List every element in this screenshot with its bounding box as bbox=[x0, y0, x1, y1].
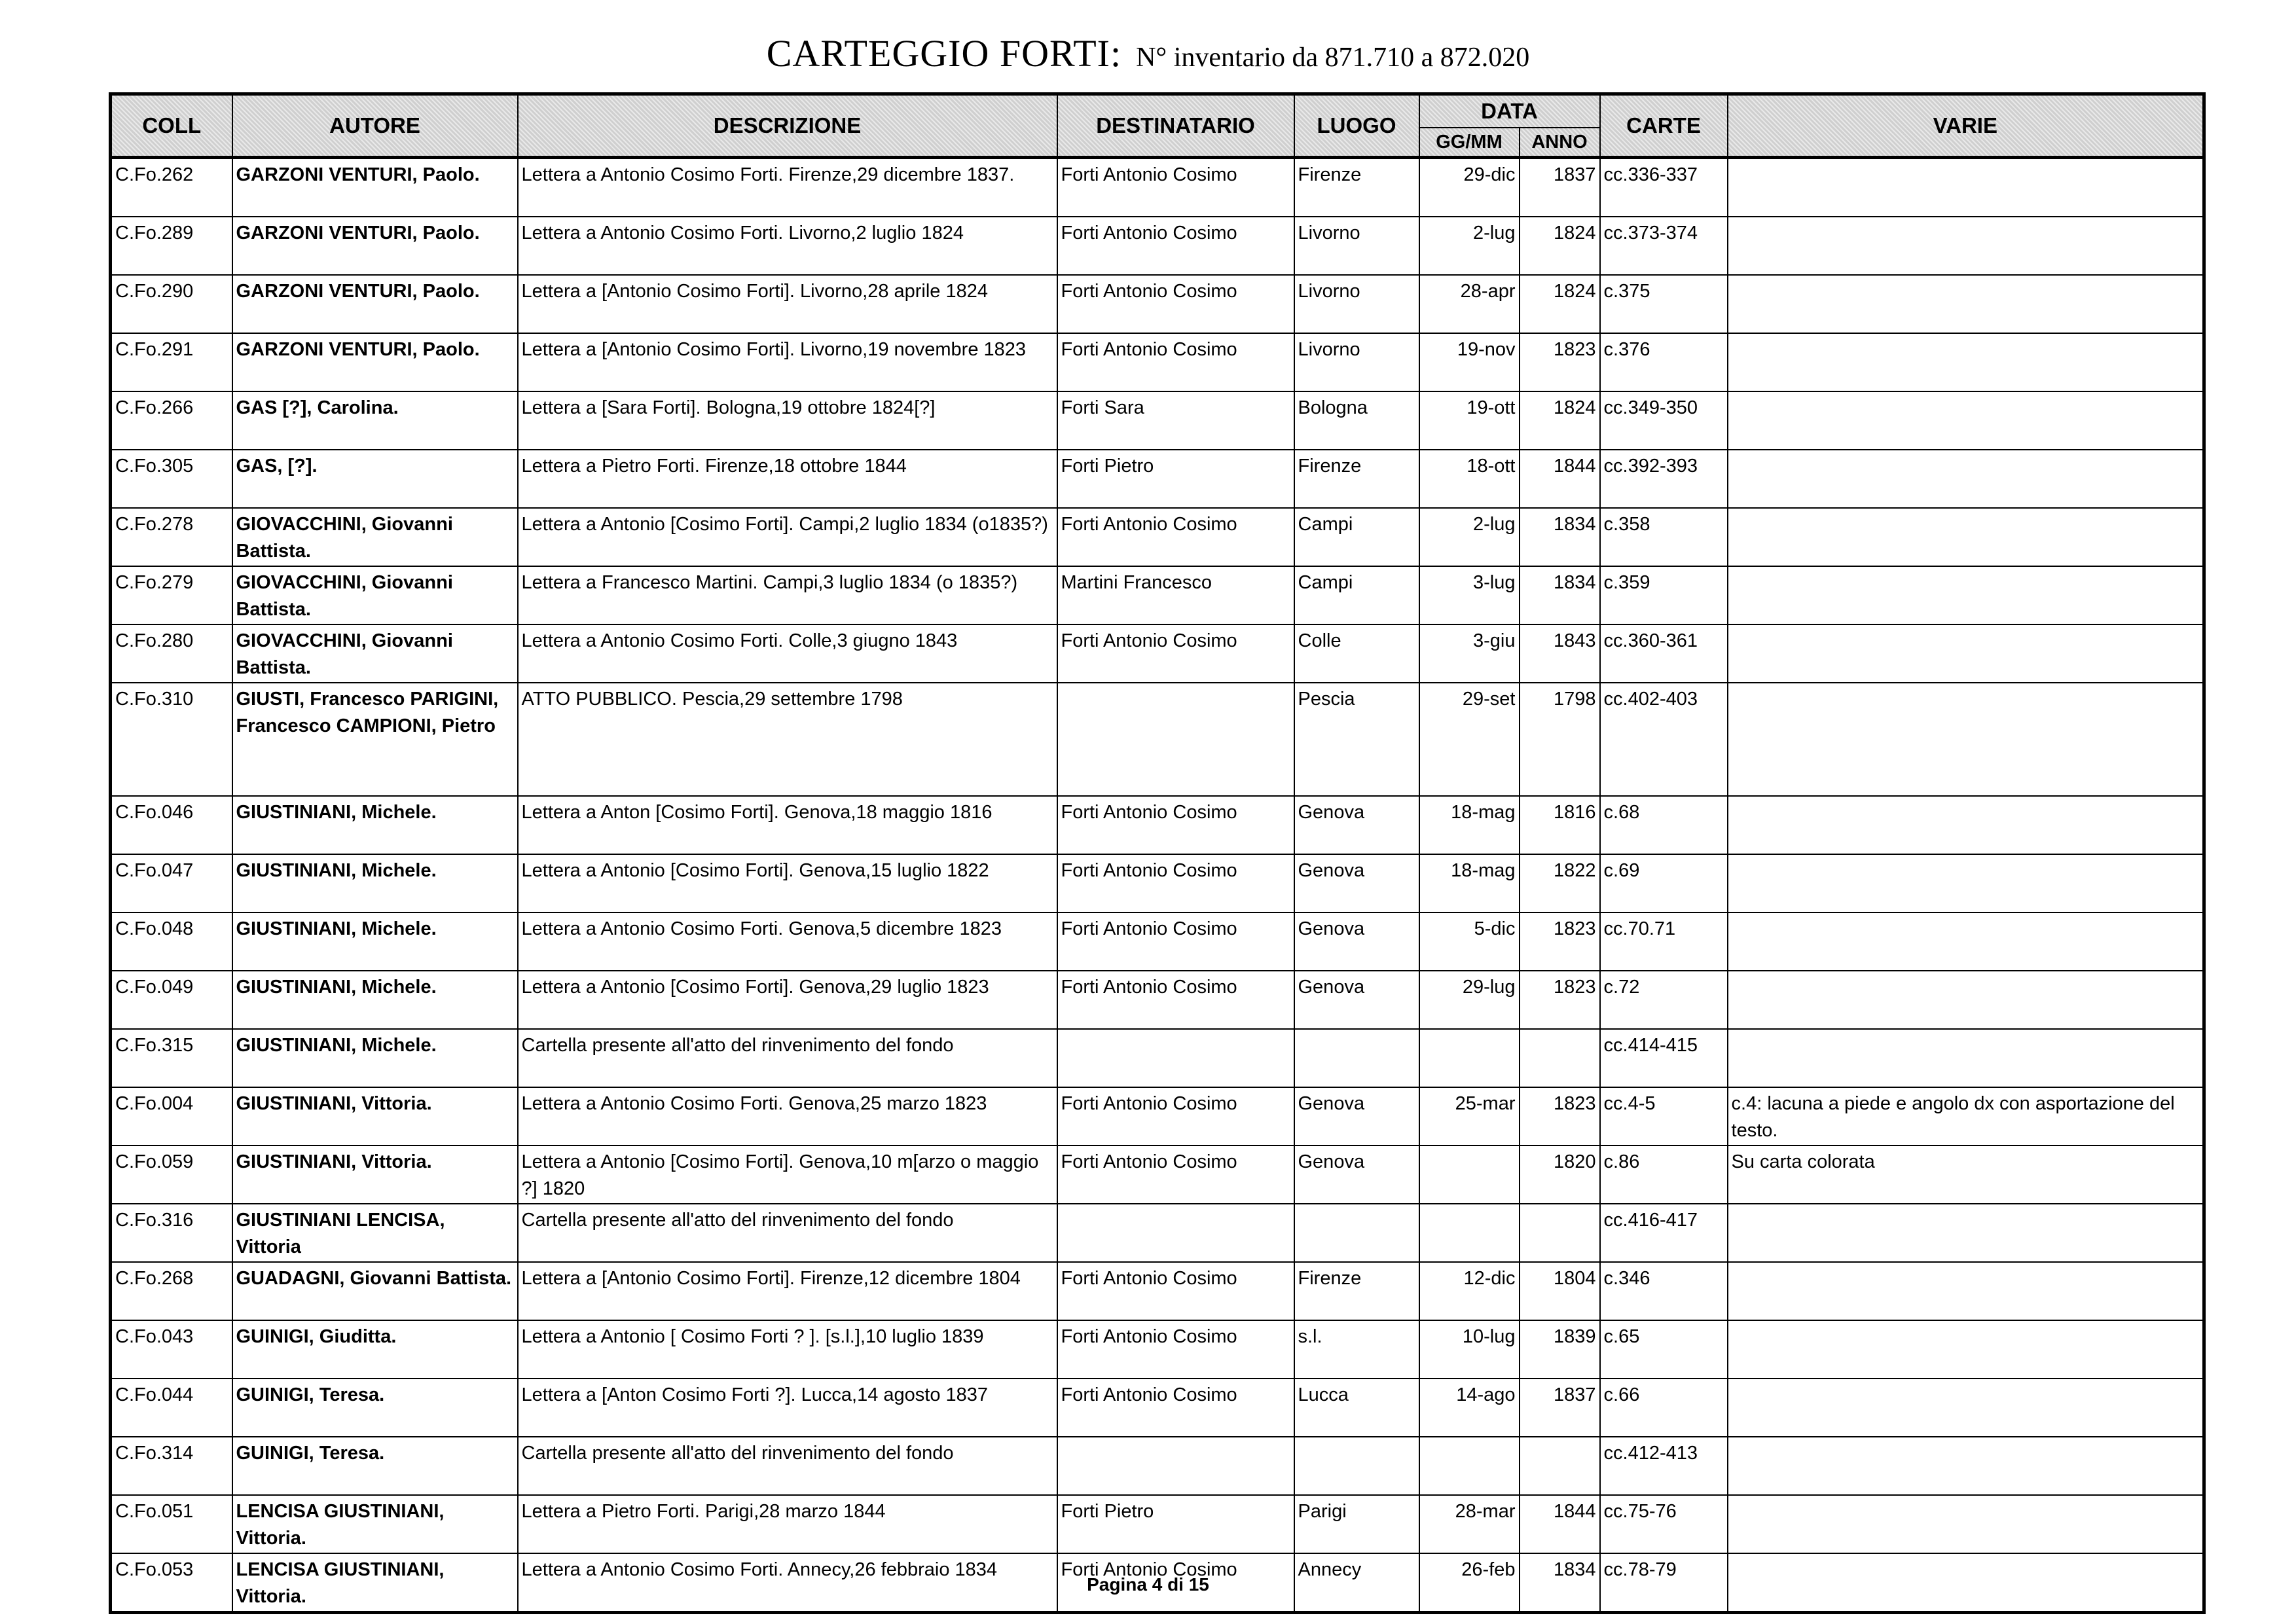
cell-descrizione: Lettera a [Antonio Cosimo Forti]. Livorno,28 aprile 1824 bbox=[518, 275, 1057, 333]
cell-anno: 1843 bbox=[1520, 624, 1600, 683]
cell-luogo: Firenze bbox=[1294, 450, 1419, 508]
cell-luogo: Livorno bbox=[1294, 217, 1419, 275]
cell-coll: C.Fo.053 bbox=[111, 1553, 232, 1613]
cell-autore: LENCISA GIUSTINIANI, Vittoria. bbox=[232, 1553, 518, 1613]
cell-luogo: Bologna bbox=[1294, 391, 1419, 450]
cell-varie bbox=[1728, 508, 2204, 566]
cell-luogo: Genova bbox=[1294, 1087, 1419, 1146]
cell-descrizione: Cartella presente all'atto del rinvenimento del fondo bbox=[518, 1204, 1057, 1262]
cell-carte: cc.414-415 bbox=[1600, 1029, 1728, 1087]
cell-carte: cc.75-76 bbox=[1600, 1495, 1728, 1553]
table-row bbox=[111, 566, 2204, 624]
cell-ggmm: 19-ott bbox=[1419, 391, 1520, 450]
cell-coll: C.Fo.314 bbox=[111, 1437, 232, 1495]
cell-descrizione: Lettera a Antonio [Cosimo Forti]. Genova,29 luglio 1823 bbox=[518, 971, 1057, 1029]
cell-coll: C.Fo.043 bbox=[111, 1320, 232, 1379]
cell-varie bbox=[1728, 971, 2204, 1029]
page-title bbox=[0, 31, 2296, 90]
cell-descrizione: Lettera a Pietro Forti. Parigi,28 marzo 1844 bbox=[518, 1495, 1057, 1553]
cell-anno: 1804 bbox=[1520, 1262, 1600, 1320]
table-body bbox=[111, 158, 2204, 1613]
cell-varie bbox=[1728, 450, 2204, 508]
cell-coll: C.Fo.268 bbox=[111, 1262, 232, 1320]
cell-descrizione: Lettera a Antonio Cosimo Forti. Genova,5 dicembre 1823 bbox=[518, 912, 1057, 971]
cell-autore: GARZONI VENTURI, Paolo. bbox=[232, 333, 518, 391]
cell-carte: cc.336-337 bbox=[1600, 158, 1728, 217]
cell-anno: 1824 bbox=[1520, 391, 1600, 450]
cell-carte: c.358 bbox=[1600, 508, 1728, 566]
cell-ggmm bbox=[1419, 1029, 1520, 1087]
cell-carte: cc.392-393 bbox=[1600, 450, 1728, 508]
cell-luogo bbox=[1294, 1437, 1419, 1495]
cell-anno: 1834 bbox=[1520, 566, 1600, 624]
cell-anno: 1823 bbox=[1520, 1087, 1600, 1146]
table-row bbox=[111, 391, 2204, 450]
cell-luogo: Pescia bbox=[1294, 683, 1419, 796]
cell-luogo: Genova bbox=[1294, 971, 1419, 1029]
cell-autore: GIUSTINIANI, Michele. bbox=[232, 796, 518, 854]
inventory-range: N° inventario da 871.710 a 872.020 bbox=[1136, 43, 1530, 73]
column-header-descrizione: DESCRIZIONE bbox=[518, 94, 1057, 158]
column-header-luogo: LUOGO bbox=[1294, 94, 1419, 158]
cell-destinatario: Forti Sara bbox=[1057, 391, 1294, 450]
cell-destinatario: Forti Antonio Cosimo bbox=[1057, 508, 1294, 566]
cell-carte: c.68 bbox=[1600, 796, 1728, 854]
cell-varie bbox=[1728, 1320, 2204, 1379]
cell-ggmm: 29-lug bbox=[1419, 971, 1520, 1029]
cell-coll: C.Fo.279 bbox=[111, 566, 232, 624]
cell-destinatario: Forti Antonio Cosimo bbox=[1057, 796, 1294, 854]
cell-descrizione: Lettera a Antonio [Cosimo Forti]. Genova,15 luglio 1822 bbox=[518, 854, 1057, 912]
cell-carte: c.69 bbox=[1600, 854, 1728, 912]
cell-descrizione: Lettera a Francesco Martini. Campi,3 luglio 1834 (o 1835?) bbox=[518, 566, 1057, 624]
cell-destinatario: Forti Pietro bbox=[1057, 450, 1294, 508]
cell-ggmm bbox=[1419, 1204, 1520, 1262]
cell-carte: c.72 bbox=[1600, 971, 1728, 1029]
cell-ggmm: 18-ott bbox=[1419, 450, 1520, 508]
cell-carte: cc.78-79 bbox=[1600, 1553, 1728, 1613]
cell-varie bbox=[1728, 1437, 2204, 1495]
cell-descrizione: Lettera a [Sara Forti]. Bologna,19 ottobre 1824[?] bbox=[518, 391, 1057, 450]
cell-coll: C.Fo.316 bbox=[111, 1204, 232, 1262]
table-row bbox=[111, 275, 2204, 333]
cell-autore: GAS [?], Carolina. bbox=[232, 391, 518, 450]
column-header-data: DATA bbox=[1419, 94, 1600, 128]
cell-descrizione: Lettera a [Antonio Cosimo Forti]. Firenze,12 dicembre 1804 bbox=[518, 1262, 1057, 1320]
table-row bbox=[111, 624, 2204, 683]
cell-descrizione: Lettera a Antonio [Cosimo Forti]. Genova,10 m[arzo o maggio ?] 1820 bbox=[518, 1146, 1057, 1204]
cell-destinatario: Forti Antonio Cosimo bbox=[1057, 1379, 1294, 1437]
cell-varie bbox=[1728, 1495, 2204, 1553]
table-row bbox=[111, 508, 2204, 566]
cell-varie bbox=[1728, 217, 2204, 275]
cell-destinatario: Forti Antonio Cosimo bbox=[1057, 1262, 1294, 1320]
table-row bbox=[111, 854, 2204, 912]
cell-carte: c.86 bbox=[1600, 1146, 1728, 1204]
cell-autore: GIOVACCHINI, Giovanni Battista. bbox=[232, 624, 518, 683]
cell-ggmm: 19-nov bbox=[1419, 333, 1520, 391]
cell-destinatario: Forti Antonio Cosimo bbox=[1057, 217, 1294, 275]
cell-autore: GARZONI VENTURI, Paolo. bbox=[232, 217, 518, 275]
cell-anno: 1823 bbox=[1520, 971, 1600, 1029]
cell-luogo: Annecy bbox=[1294, 1553, 1419, 1613]
cell-autore: GIUSTINIANI, Michele. bbox=[232, 854, 518, 912]
cell-varie bbox=[1728, 566, 2204, 624]
cell-luogo: Campi bbox=[1294, 566, 1419, 624]
table-row bbox=[111, 1379, 2204, 1437]
cell-autore: GIUSTINIANI, Michele. bbox=[232, 1029, 518, 1087]
cell-varie: c.4: lacuna a piede e angolo dx con asportazione del testo. bbox=[1728, 1087, 2204, 1146]
table-row bbox=[111, 1437, 2204, 1495]
cell-carte: cc.412-413 bbox=[1600, 1437, 1728, 1495]
cell-coll: C.Fo.059 bbox=[111, 1146, 232, 1204]
cell-carte: c.65 bbox=[1600, 1320, 1728, 1379]
cell-carte: c.359 bbox=[1600, 566, 1728, 624]
cell-anno bbox=[1520, 1204, 1600, 1262]
cell-coll: C.Fo.278 bbox=[111, 508, 232, 566]
cell-coll: C.Fo.291 bbox=[111, 333, 232, 391]
cell-autore: GARZONI VENTURI, Paolo. bbox=[232, 158, 518, 217]
cell-luogo: Parigi bbox=[1294, 1495, 1419, 1553]
cell-destinatario: Forti Antonio Cosimo bbox=[1057, 1320, 1294, 1379]
cell-luogo: Livorno bbox=[1294, 333, 1419, 391]
cell-autore: GIUSTINIANI, Michele. bbox=[232, 912, 518, 971]
cell-autore: GUINIGI, Giuditta. bbox=[232, 1320, 518, 1379]
cell-destinatario bbox=[1057, 1204, 1294, 1262]
cell-varie bbox=[1728, 1204, 2204, 1262]
cell-autore: GUINIGI, Teresa. bbox=[232, 1379, 518, 1437]
column-header-varie: VARIE bbox=[1728, 94, 2204, 158]
cell-carte: c.376 bbox=[1600, 333, 1728, 391]
cell-carte: cc.70.71 bbox=[1600, 912, 1728, 971]
cell-anno: 1822 bbox=[1520, 854, 1600, 912]
cell-coll: C.Fo.315 bbox=[111, 1029, 232, 1087]
cell-destinatario: Forti Antonio Cosimo bbox=[1057, 1087, 1294, 1146]
cell-anno bbox=[1520, 1029, 1600, 1087]
cell-coll: C.Fo.044 bbox=[111, 1379, 232, 1437]
cell-coll: C.Fo.289 bbox=[111, 217, 232, 275]
cell-coll: C.Fo.004 bbox=[111, 1087, 232, 1146]
cell-anno: 1823 bbox=[1520, 333, 1600, 391]
cell-autore: GIUSTINIANI LENCISA, Vittoria bbox=[232, 1204, 518, 1262]
cell-ggmm: 2-lug bbox=[1419, 217, 1520, 275]
cell-descrizione: Lettera a Antonio [ Cosimo Forti ? ]. [s.l.],10 luglio 1839 bbox=[518, 1320, 1057, 1379]
table-row bbox=[111, 1204, 2204, 1262]
cell-destinatario bbox=[1057, 683, 1294, 796]
table-row bbox=[111, 217, 2204, 275]
cell-coll: C.Fo.046 bbox=[111, 796, 232, 854]
cell-ggmm: 3-giu bbox=[1419, 624, 1520, 683]
cell-autore: GIUSTINIANI, Michele. bbox=[232, 971, 518, 1029]
cell-varie bbox=[1728, 1262, 2204, 1320]
cell-carte: cc.4-5 bbox=[1600, 1087, 1728, 1146]
cell-anno: 1820 bbox=[1520, 1146, 1600, 1204]
table-row bbox=[111, 683, 2204, 796]
cell-autore: GAS, [?]. bbox=[232, 450, 518, 508]
cell-luogo: Genova bbox=[1294, 1146, 1419, 1204]
cell-destinatario: Martini Francesco bbox=[1057, 566, 1294, 624]
column-header-destinatario: DESTINATARIO bbox=[1057, 94, 1294, 158]
cell-descrizione: Lettera a Antonio Cosimo Forti. Genova,25 marzo 1823 bbox=[518, 1087, 1057, 1146]
cell-descrizione: Lettera a Antonio Cosimo Forti. Colle,3 giugno 1843 bbox=[518, 624, 1057, 683]
cell-ggmm: 18-mag bbox=[1419, 854, 1520, 912]
cell-varie bbox=[1728, 1029, 2204, 1087]
cell-destinatario: Forti Antonio Cosimo bbox=[1057, 854, 1294, 912]
cell-anno: 1834 bbox=[1520, 1553, 1600, 1613]
cell-varie bbox=[1728, 854, 2204, 912]
cell-carte: cc.360-361 bbox=[1600, 624, 1728, 683]
cell-varie bbox=[1728, 333, 2204, 391]
cell-autore: LENCISA GIUSTINIANI, Vittoria. bbox=[232, 1495, 518, 1553]
cell-ggmm: 28-mar bbox=[1419, 1495, 1520, 1553]
cell-varie bbox=[1728, 912, 2204, 971]
table-row bbox=[111, 333, 2204, 391]
cell-coll: C.Fo.310 bbox=[111, 683, 232, 796]
cell-varie bbox=[1728, 624, 2204, 683]
cell-carte: c.375 bbox=[1600, 275, 1728, 333]
cell-luogo: Genova bbox=[1294, 854, 1419, 912]
column-header-anno: ANNO bbox=[1520, 128, 1600, 158]
cell-varie bbox=[1728, 391, 2204, 450]
cell-coll: C.Fo.290 bbox=[111, 275, 232, 333]
cell-varie bbox=[1728, 158, 2204, 217]
cell-ggmm: 18-mag bbox=[1419, 796, 1520, 854]
cell-destinatario: Forti Antonio Cosimo bbox=[1057, 912, 1294, 971]
cell-varie: Su carta colorata bbox=[1728, 1146, 2204, 1204]
table-row bbox=[111, 796, 2204, 854]
table-row bbox=[111, 1262, 2204, 1320]
cell-destinatario bbox=[1057, 1437, 1294, 1495]
table-row bbox=[111, 1029, 2204, 1087]
cell-descrizione: Lettera a Antonio Cosimo Forti. Firenze,29 dicembre 1837. bbox=[518, 158, 1057, 217]
cell-coll: C.Fo.280 bbox=[111, 624, 232, 683]
cell-coll: C.Fo.266 bbox=[111, 391, 232, 450]
cell-autore: GIOVACCHINI, Giovanni Battista. bbox=[232, 566, 518, 624]
cell-ggmm: 10-lug bbox=[1419, 1320, 1520, 1379]
cell-carte: cc.373-374 bbox=[1600, 217, 1728, 275]
table-row bbox=[111, 1087, 2204, 1146]
cell-carte: c.346 bbox=[1600, 1262, 1728, 1320]
cell-ggmm: 2-lug bbox=[1419, 508, 1520, 566]
cell-luogo bbox=[1294, 1204, 1419, 1262]
cell-anno: 1823 bbox=[1520, 912, 1600, 971]
cell-ggmm: 29-dic bbox=[1419, 158, 1520, 217]
cell-varie bbox=[1728, 275, 2204, 333]
column-header-coll: COLL bbox=[111, 94, 232, 158]
cell-descrizione: Lettera a Anton [Cosimo Forti]. Genova,18 maggio 1816 bbox=[518, 796, 1057, 854]
table-row bbox=[111, 971, 2204, 1029]
cell-descrizione: Lettera a Pietro Forti. Firenze,18 ottobre 1844 bbox=[518, 450, 1057, 508]
cell-luogo: Livorno bbox=[1294, 275, 1419, 333]
document-title: CARTEGGIO FORTI: bbox=[766, 32, 1122, 75]
cell-anno: 1834 bbox=[1520, 508, 1600, 566]
cell-autore: GARZONI VENTURI, Paolo. bbox=[232, 275, 518, 333]
cell-ggmm bbox=[1419, 1437, 1520, 1495]
cell-destinatario: Forti Antonio Cosimo bbox=[1057, 1553, 1294, 1613]
cell-destinatario: Forti Antonio Cosimo bbox=[1057, 333, 1294, 391]
cell-carte: c.66 bbox=[1600, 1379, 1728, 1437]
cell-coll: C.Fo.049 bbox=[111, 971, 232, 1029]
cell-autore: GIUSTINIANI, Vittoria. bbox=[232, 1087, 518, 1146]
cell-anno bbox=[1520, 1437, 1600, 1495]
cell-autore: GIUSTI, Francesco PARIGINI, Francesco CAMPIONI, Pietro bbox=[232, 683, 518, 796]
page-number: Pagina 4 di 15 bbox=[1087, 1574, 1209, 1595]
cell-descrizione: Cartella presente all'atto del rinvenimento del fondo bbox=[518, 1029, 1057, 1087]
cell-anno: 1824 bbox=[1520, 275, 1600, 333]
table-header bbox=[111, 94, 2204, 158]
cell-luogo: Campi bbox=[1294, 508, 1419, 566]
column-header-carte: CARTE bbox=[1600, 94, 1728, 158]
cell-ggmm: 26-feb bbox=[1419, 1553, 1520, 1613]
cell-autore: GIUSTINIANI, Vittoria. bbox=[232, 1146, 518, 1204]
cell-ggmm: 29-set bbox=[1419, 683, 1520, 796]
cell-descrizione: Lettera a Antonio Cosimo Forti. Livorno,2 luglio 1824 bbox=[518, 217, 1057, 275]
cell-autore: GUADAGNI, Giovanni Battista. bbox=[232, 1262, 518, 1320]
cell-descrizione: Lettera a [Anton Cosimo Forti ?]. Lucca,14 agosto 1837 bbox=[518, 1379, 1057, 1437]
cell-ggmm: 3-lug bbox=[1419, 566, 1520, 624]
cell-ggmm: 5-dic bbox=[1419, 912, 1520, 971]
cell-anno: 1824 bbox=[1520, 217, 1600, 275]
cell-anno: 1798 bbox=[1520, 683, 1600, 796]
cell-varie bbox=[1728, 1379, 2204, 1437]
cell-anno: 1839 bbox=[1520, 1320, 1600, 1379]
cell-anno: 1816 bbox=[1520, 796, 1600, 854]
cell-anno: 1837 bbox=[1520, 158, 1600, 217]
table-row bbox=[111, 450, 2204, 508]
cell-descrizione: Lettera a [Antonio Cosimo Forti]. Livorno,19 novembre 1823 bbox=[518, 333, 1057, 391]
table-row bbox=[111, 912, 2204, 971]
table-row bbox=[111, 1146, 2204, 1204]
cell-destinatario: Forti Antonio Cosimo bbox=[1057, 158, 1294, 217]
table-row bbox=[111, 1495, 2204, 1553]
cell-luogo: Lucca bbox=[1294, 1379, 1419, 1437]
cell-luogo: Genova bbox=[1294, 912, 1419, 971]
cell-coll: C.Fo.051 bbox=[111, 1495, 232, 1553]
cell-coll: C.Fo.048 bbox=[111, 912, 232, 971]
cell-ggmm bbox=[1419, 1146, 1520, 1204]
table-row bbox=[111, 1320, 2204, 1379]
cell-anno: 1844 bbox=[1520, 450, 1600, 508]
cell-destinatario: Forti Antonio Cosimo bbox=[1057, 275, 1294, 333]
cell-destinatario: Forti Antonio Cosimo bbox=[1057, 971, 1294, 1029]
cell-carte: cc.416-417 bbox=[1600, 1204, 1728, 1262]
cell-carte: cc.349-350 bbox=[1600, 391, 1728, 450]
table-row bbox=[111, 158, 2204, 217]
cell-varie bbox=[1728, 796, 2204, 854]
cell-autore: GUINIGI, Teresa. bbox=[232, 1437, 518, 1495]
cell-autore: GIOVACCHINI, Giovanni Battista. bbox=[232, 508, 518, 566]
cell-coll: C.Fo.305 bbox=[111, 450, 232, 508]
cell-carte: cc.402-403 bbox=[1600, 683, 1728, 796]
cell-luogo: Genova bbox=[1294, 796, 1419, 854]
column-header-ggmm: GG/MM bbox=[1419, 128, 1520, 158]
cell-luogo bbox=[1294, 1029, 1419, 1087]
cell-coll: C.Fo.262 bbox=[111, 158, 232, 217]
cell-destinatario: Forti Pietro bbox=[1057, 1495, 1294, 1553]
cell-anno: 1837 bbox=[1520, 1379, 1600, 1437]
cell-descrizione: Lettera a Antonio [Cosimo Forti]. Campi,2 luglio 1834 (o1835?) bbox=[518, 508, 1057, 566]
cell-destinatario: Forti Antonio Cosimo bbox=[1057, 624, 1294, 683]
cell-ggmm: 28-apr bbox=[1419, 275, 1520, 333]
cell-luogo: s.l. bbox=[1294, 1320, 1419, 1379]
cell-luogo: Firenze bbox=[1294, 158, 1419, 217]
cell-varie bbox=[1728, 683, 2204, 796]
cell-luogo: Colle bbox=[1294, 624, 1419, 683]
cell-ggmm: 25-mar bbox=[1419, 1087, 1520, 1146]
cell-ggmm: 14-ago bbox=[1419, 1379, 1520, 1437]
cell-coll: C.Fo.047 bbox=[111, 854, 232, 912]
cell-descrizione: Lettera a Antonio Cosimo Forti. Annecy,26 febbraio 1834 bbox=[518, 1553, 1057, 1613]
cell-descrizione: Cartella presente all'atto del rinvenimento del fondo bbox=[518, 1437, 1057, 1495]
inventory-table bbox=[109, 92, 2206, 1614]
cell-luogo: Firenze bbox=[1294, 1262, 1419, 1320]
column-header-autore: AUTORE bbox=[232, 94, 518, 158]
cell-descrizione: ATTO PUBBLICO. Pescia,29 settembre 1798 bbox=[518, 683, 1057, 796]
cell-ggmm: 12-dic bbox=[1419, 1262, 1520, 1320]
cell-destinatario: Forti Antonio Cosimo bbox=[1057, 1146, 1294, 1204]
cell-anno: 1844 bbox=[1520, 1495, 1600, 1553]
cell-destinatario bbox=[1057, 1029, 1294, 1087]
